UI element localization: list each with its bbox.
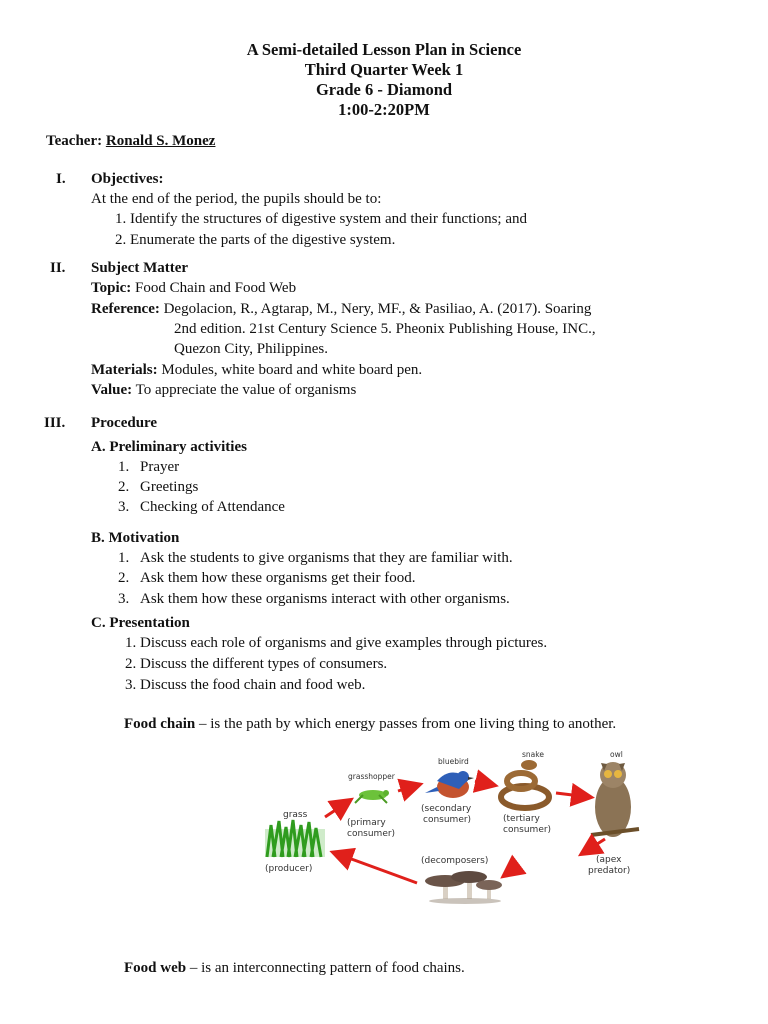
objectives-intro: At the end of the period, the pupils should be to: <box>91 191 382 207</box>
teacher-name: Ronald S. Monez <box>105 133 216 149</box>
owl-icon <box>591 762 639 837</box>
motivation-item-2: 2. Ask them how these organisms get their food. <box>118 570 416 586</box>
motivation-item-1: 1. Ask the students to give organisms that they are familiar with. <box>118 550 513 566</box>
food-chain-diagram <box>255 745 645 910</box>
objective-item-2: 2. Enumerate the parts of the digestive system. <box>115 232 396 248</box>
label-tertiary-2: consumer) <box>503 825 552 835</box>
food-web-text: – is an interconnecting pattern of food chains. <box>186 960 465 976</box>
preliminary-item-1: 1. Prayer <box>118 459 180 475</box>
preliminary-item-3: 3. Checking of Attendance <box>118 499 285 515</box>
teacher-label: Teacher: <box>46 133 103 149</box>
label-primary-1: (primary <box>347 818 386 828</box>
materials-label: Materials: <box>91 362 158 378</box>
doc-title-line2: Third Quarter Week 1 <box>304 60 464 79</box>
objective-item-1: 1. Identify the structures of digestive system and their functions; and <box>115 211 527 227</box>
reference-line-3: Quezon City, Philippines. <box>174 341 329 357</box>
label-decomposers: (decomposers) <box>421 856 489 866</box>
section-numeral-procedure: III. <box>44 415 66 431</box>
grass-icon <box>265 820 325 857</box>
topic-label: Topic: <box>91 280 132 296</box>
label-tertiary-1: (tertiary <box>503 814 540 824</box>
food-chain-definition <box>124 714 616 734</box>
reference-line-2: 2nd edition. 21st Century Science 5. Pheonix Publishing House, INC., <box>174 321 596 337</box>
objectives-heading: Objectives: <box>91 171 164 187</box>
label-producer: (producer) <box>265 864 313 874</box>
food-chain-text: – is the path by which energy passes from one living thing to another. <box>195 716 617 732</box>
doc-title-line1: A Semi-detailed Lesson Plan in Science <box>246 40 522 59</box>
doc-title-line3: Grade 6 - Diamond <box>315 80 453 99</box>
presentation-item-2: 2. Discuss the different types of consumers. <box>125 656 388 672</box>
label-primary-2: consumer) <box>347 829 396 839</box>
label-secondary-1: (secondary <box>421 804 472 814</box>
presentation-item-1: 1. Discuss each role of organisms and give examples through pictures. <box>125 635 548 651</box>
doc-title-line4: 1:00-2:20PM <box>338 100 430 119</box>
preliminary-heading: A. Preliminary activities <box>91 439 247 455</box>
preliminary-item-2: 2. Greetings <box>118 479 199 495</box>
reference-line-1 <box>91 299 591 319</box>
section-numeral-subject-matter: II. <box>50 260 66 276</box>
label-grasshopper: grasshopper <box>348 772 395 781</box>
snake-icon <box>501 760 549 808</box>
value-text: To appreciate the value of organisms <box>135 382 357 398</box>
presentation-heading: C. Presentation <box>91 615 190 631</box>
value-label: Value: <box>91 382 133 398</box>
value-line <box>91 380 356 400</box>
materials-line <box>91 360 422 380</box>
label-bluebird: bluebird <box>438 757 469 766</box>
subject-matter-heading: Subject Matter <box>91 260 189 276</box>
label-snake: snake <box>522 750 544 759</box>
label-apex-1: (apex <box>596 855 622 865</box>
materials-value: Modules, white board and white board pen. <box>161 362 423 378</box>
mushrooms-icon <box>425 871 502 904</box>
reference-text-1: Degolacion, R., Agtarap, M., Nery, MF., & Pasiliao, A. (2017). Soaring <box>163 301 592 317</box>
label-owl: owl <box>610 750 623 759</box>
label-grass: grass <box>283 810 308 820</box>
bluebird-icon <box>425 771 474 798</box>
motivation-item-3: 3. Ask them how these organisms interact with other organisms. <box>118 591 510 607</box>
procedure-heading: Procedure <box>91 415 158 431</box>
label-secondary-2: consumer) <box>423 815 472 825</box>
food-web-term: Food web <box>124 960 187 976</box>
teacher-line <box>46 131 215 151</box>
topic-value: Food Chain and Food Web <box>135 280 297 296</box>
motivation-heading: B. Motivation <box>91 530 180 546</box>
food-web-definition <box>124 958 465 978</box>
section-numeral-objectives: I. <box>56 171 66 187</box>
grasshopper-icon <box>355 790 389 803</box>
label-apex-2: predator) <box>588 866 631 876</box>
presentation-item-3: 3. Discuss the food chain and food web. <box>125 677 366 693</box>
topic-line <box>91 278 296 298</box>
food-chain-term: Food chain <box>124 716 196 732</box>
reference-label: Reference: <box>91 301 160 317</box>
